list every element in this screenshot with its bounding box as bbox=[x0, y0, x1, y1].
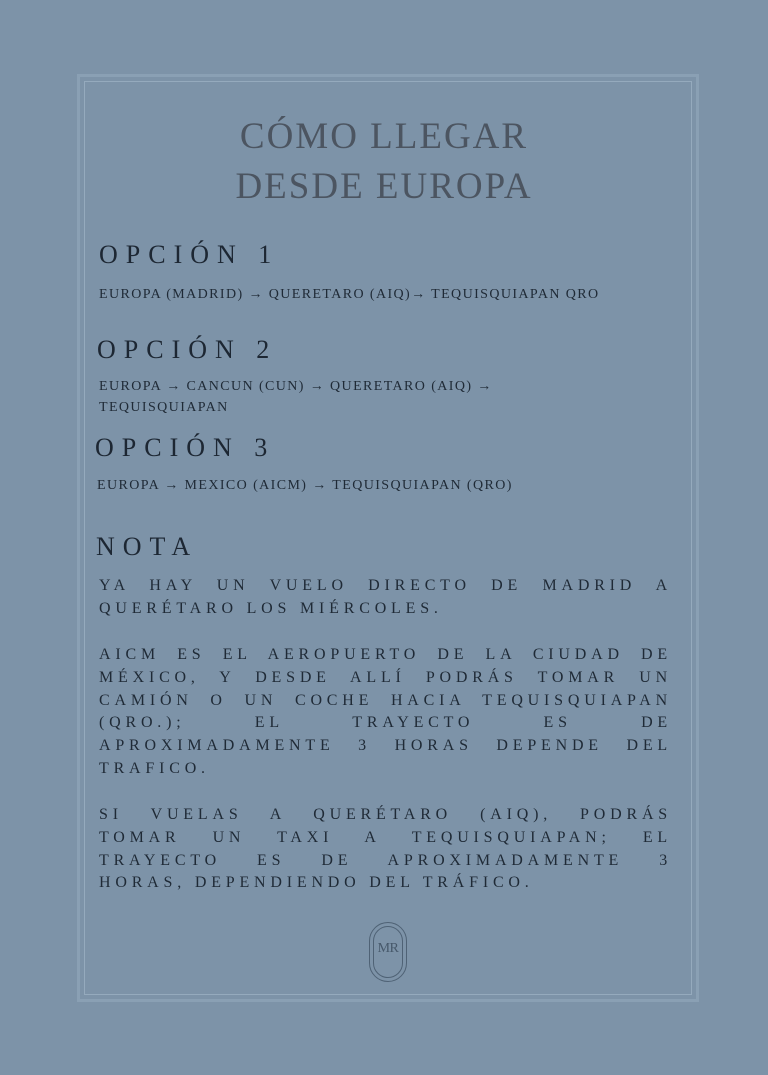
page-title-line-1: CÓMO LLEGAR bbox=[239, 116, 529, 157]
nota-paragraph-1 bbox=[99, 575, 672, 621]
page-title-line-2: DESDE EUROPA bbox=[235, 166, 533, 207]
nota-line: CAMIÓN O UN COCHE HACIA TEQUISQUIAPAN bbox=[99, 691, 672, 709]
option-2-heading: OPCIÓN 2 bbox=[97, 335, 278, 364]
nota-heading: NOTA bbox=[96, 532, 199, 561]
nota-paragraph-2 bbox=[99, 644, 672, 781]
monogram-logo-text: MR bbox=[377, 941, 399, 956]
nota-line: SI VUELAS A QUERÉTARO (AIQ), PODRÁS bbox=[99, 806, 672, 823]
nota-line: TRAYECTO ES DE APROXIMADAMENTE 3 bbox=[99, 851, 672, 869]
nota-line: AICM ES EL AEROPUERTO DE LA CIUDAD DE bbox=[99, 646, 672, 663]
nota-line: (QRO.); EL TRAYECTO ES DE bbox=[99, 714, 672, 732]
option-2-route-line-2: TEQUISQUIAPAN bbox=[99, 400, 229, 415]
option-2-route-line-1: EUROPA → CANCUN (CUN) → QUERETARO (AIQ) → bbox=[99, 379, 493, 394]
option-3-route: EUROPA → MEXICO (AICM) → TEQUISQUIAPAN (QRO) bbox=[97, 478, 513, 493]
nota-line: YA HAY UN VUELO DIRECTO DE MADRID A bbox=[99, 577, 672, 594]
nota-line: APROXIMADAMENTE 3 HORAS DEPENDE DEL bbox=[99, 737, 672, 755]
nota-line: TRAFICO. bbox=[99, 759, 210, 777]
option-1-route: EUROPA (MADRID) → QUERETARO (AIQ)→ TEQUISQUIAPAN QRO bbox=[99, 287, 600, 302]
nota-line: MÉXICO, Y DESDE ALLÍ PODRÁS TOMAR UN bbox=[99, 668, 672, 686]
nota-line: TOMAR UN TAXI A TEQUISQUIAPAN; EL bbox=[99, 828, 672, 846]
nota-paragraph-3 bbox=[99, 804, 672, 895]
nota-line: QUERÉTARO LOS MIÉRCOLES. bbox=[99, 599, 443, 617]
nota-line: HORAS, DEPENDIENDO DEL TRÁFICO. bbox=[99, 874, 534, 892]
option-1-heading: OPCIÓN 1 bbox=[99, 240, 280, 269]
option-3-heading: OPCIÓN 3 bbox=[95, 433, 276, 462]
